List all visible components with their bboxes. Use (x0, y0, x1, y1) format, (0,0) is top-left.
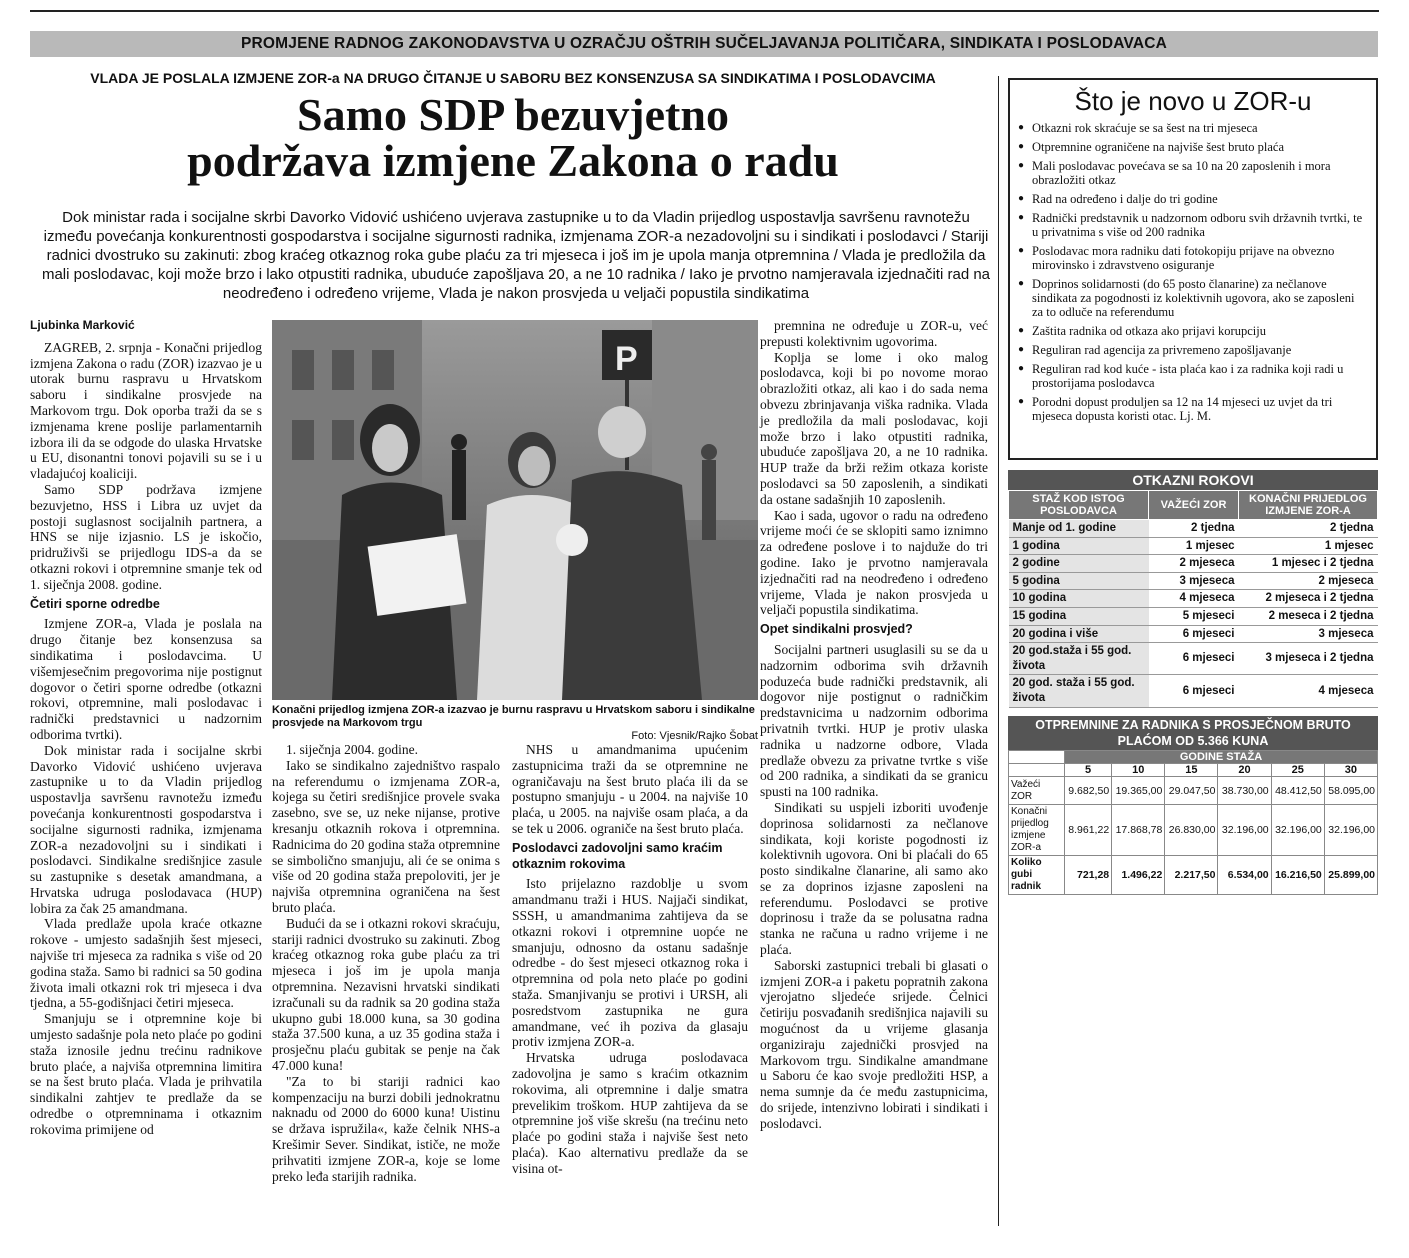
photo-credit: Foto: Vjesnik/Rajko Šobat (631, 730, 758, 742)
table-cell: 2 tjedna (1239, 520, 1378, 538)
paragraph: Socijalni partneri usuglasili su se da u nadzornim odborima svih državnih poduzeća bude radnički predstavnik, ali dogovor nije postignut o radničkim predstavnicima u nadzornim odborima privatnih tvrtki. HUP je protiv ulaska radnika u nadzorne odbore, Vlada predlaže obvezu za privatne tvrtke s više od 200 radnika, a sindikati da se granicu spusti na 100 radnika. (760, 641, 988, 800)
paragraph: Koplja se lome i oko malog poslodavca, koji bi po novome morao obrazložiti otkaz, ali kao i do sada nema obvezu zbrinjavanja viška radnika. Vlada je predložila da mali poslodavac, koji može brzo i lako otpustiti radnika, ubuduće zapošljava 20, a ne 10 radnika. HUP traže da brži režim otkaza koriste poslodavci sa 50 zaposlenih, a sindikati da ostane sadašnjih 10 zaposlenih. (760, 349, 988, 507)
table-cell: 3 mjeseca (1239, 625, 1378, 643)
list-item: ● Porodni dopust produljen sa 12 na 14 mjeseci uz uvjet da tri mjeseca dopusta koristi otac. Lj. M. (1018, 395, 1368, 423)
table-row (1009, 590, 1378, 608)
list-item: ● Otkazni rok skraćuje se sa šest na tri mjeseca (1018, 121, 1368, 135)
lead-paragraph: Dok ministar rada i socijalne skrbi Davorko Vidović ushićeno uvjerava zastupnike u to da Vladin prijedlog uspostavlja savršenu ravnotežu između povećanja konkurentnosti gospodarstva i socijalne sigurnosti radnika, izmjenama ZOR-a nezadovoljni su i sindikati i poslodavci / Stariji radnici dvostruko su zakinuti: zbog kraćeg otkaznog roka gube plaću za tri mjeseca i još im je upola manja otpremnina / Vlada je predložila da mali poslodavac, koji može brzo i lako otpustiti radnika, ubuduće zapošljava 20, a ne 10 radnika / Iako je prvotno namjeravala izjednačiti rad na neodređeno i određeno vrijeme, Vlada je nakon prosvjeda u veljači popustila sindikatima (41, 209, 991, 302)
subheading: Opet sindikalni prosvjed? (760, 622, 913, 637)
table-cell: 721,28 (1065, 856, 1112, 895)
table-cell: 48.412,50 (1271, 777, 1324, 805)
table-cell: 19.365,00 (1112, 777, 1165, 805)
row-label: Važeći ZOR (1009, 777, 1065, 805)
subheading: Poslodavci zadovoljni samo kraćim otkaznim rokovima (512, 840, 723, 871)
year-header: 15 (1165, 764, 1218, 777)
parking-sign-letter: P (615, 340, 638, 378)
table-cell: 8.961,22 (1065, 805, 1112, 856)
table-cell: 1.496,22 (1112, 856, 1165, 895)
paragraph: Kao i sada, ugovor o radu na određeno vrijeme moći će se sklopiti samo iznimno za određene poslove i to najduže do tri godine. Iako je prvotno namjeravala izjednačiti rad na neodređeno i određeno vrijeme, Vlada je nakon prosvjeda u veljači popustila sindikatima. (760, 507, 988, 618)
table-cell: 25.899,00 (1324, 856, 1377, 895)
column-header: KONAČNI PRIJEDLOG IZMJENE ZOR-A (1239, 491, 1378, 520)
article-column-3 (512, 742, 748, 1177)
table-cell: 5 mjeseci (1149, 607, 1239, 625)
table-cell: 17.868,78 (1112, 805, 1165, 856)
paragraph: ZAGREB, 2. srpnja - Konačni prijedlog izmjena Zakona o radu (ZOR) izazvao je u utorak burnu raspravu u Hrvatskom saboru i sindikalne prosvjede na Markovom trgu. Dok oporba traži da se s izmjenama krene poslije parlamentarnih izbora ili da se odgode do ulaska Hrvatske u EU, disonantni tonovi pojavili su se i u vladajućoj koaliciji. (30, 339, 262, 482)
table-cell: 38.730,00 (1218, 777, 1271, 805)
list-item: ● Rad na određeno i dalje do tri godine (1018, 192, 1368, 206)
severance-table (1008, 750, 1378, 895)
column-divider (998, 76, 999, 1226)
table-cell: 58.095,00 (1324, 777, 1377, 805)
paragraph: Dok ministar rada i socijalne skrbi Davorko Vidović ushićeno uvjerava zastupnike u to da Vladin prijedlog uspostavlja savršenu ravnotežu između povećanja konkurentnosti gospodarstva i socijalne sigurnosti radnika, izmjenama ZOR-a nezadovoljni su i sindikati i poslodavci. Sindikalne središnjice zasule su zastupnike s desetak amandmana, a Hrvatska udruga poslodavaca (HUP) lobira za čak 25 amandmana. (30, 742, 262, 916)
headline-line-1: Samo SDP bezuvjetno (297, 89, 729, 140)
headline (30, 89, 996, 186)
headline-line-2: podržava izmjene Zakona o radu (187, 135, 839, 186)
paragraph: 1. siječnja 2004. godine. (286, 742, 418, 757)
table-cell: 20 god.staža i 55 god. života (1009, 643, 1149, 675)
year-header: 25 (1271, 764, 1324, 777)
table-cell: 2 mjeseca (1149, 555, 1239, 573)
paragraph: Hrvatska udruga poslodavaca zadovoljna je samo s kraćim otkaznim rokovima, ali otpremnine i dalje smatra prevelikim troškom. HUP zahtijeva da se otpremnine još više skrešu (na trećinu neto plaće po godini staža i najviše šest neto plaća). Kao alternativu predlaže da se visina ot- (512, 1050, 748, 1176)
table-row (1009, 537, 1378, 555)
empty-header (1009, 751, 1065, 764)
caption-text: Konačni prijedlog izmjena ZOR-a izazvao je burnu raspravu u Hrvatskom saboru i sindikalne prosvjede na Markovom trgu (272, 704, 755, 729)
year-header: 30 (1324, 764, 1377, 777)
table-cell: 2 meseca i 2 tjedna (1239, 607, 1378, 625)
box-title: Što je novo u ZOR-u (1074, 86, 1312, 116)
table-row (1009, 572, 1378, 590)
table-cell: 32.196,00 (1271, 805, 1324, 856)
table-cell: 5 godina (1009, 572, 1149, 590)
column-header: STAŽ KOD ISTOG POSLODAVCA (1009, 491, 1149, 520)
table-cell: 3 mjeseca (1149, 572, 1239, 590)
list-item: ● Doprinos solidarnosti (do 65 posto članarine) za nečlanove sindikata za pogodnosti iz kolektivnih ugovora, ako se zaposleni za to odluče na referendumu (1018, 277, 1368, 319)
list-item: ● Zaštita radnika od otkaza ako prijavi korupciju (1018, 324, 1368, 338)
table-cell: 10 godina (1009, 590, 1149, 608)
paragraph: NHS u amandmanima upućenim zastupnicima traži da se otpremnine ne ograničavaju na šest bruto plaća ili da se postupno smanjuju - u 2004. na najviše 10 plaća, u 2005. na najviše osam plaća, a da se tek u 2006. ograniče na šest bruto plaća. (512, 742, 748, 836)
paragraph: Smanjuju se i otpremnine koje bi umjesto sadašnje pola neto plaće po godini staža iznosile jednu trećinu radnikove bruto plaće, a najviša otpremnina limitira se na šest bruto plaća. Vlada je prihvatila sindikalni zahtjev te predlaže da se odredbe o otpremninama i otkaznim rokovima primijene od (30, 1011, 262, 1137)
notice-periods-title: OTKAZNI ROKOVI (1008, 470, 1378, 490)
table-cell: 6 mjeseci (1149, 625, 1239, 643)
table-row (1009, 675, 1378, 707)
table-cell: 6 mjeseci (1149, 675, 1239, 707)
paragraph: Isto prijelazno razdoblje u svom amandmanu traži i HUS. Najjači sindikat, SSSH, u amandmanima zahtijeva da se otkazni rokovi i otpremnine uopće ne smanjuju, odnosno da ostanu sadašnje odredbe - do šest mjeseci otkaznog roka i otpremnina od pola neto plaće po godini staža. Smanjivanju se protivi i URSH, ali posredstvom zastupnika ne gura amandmane, već ih poziva da glasaju protiv izmjena ZOR-a. (512, 876, 748, 1050)
column-header: VAŽEĆI ZOR (1149, 491, 1239, 520)
paragraph: Vlada predlaže upola kraće otkazne rokove - umjesto sadašnjih šest mjeseci, najviše tri mjeseca za radnika s više od 20 godina staža. Samo bi radnici sa 50 godina života imali otkazni rok tri mjeseca i dva tjedna, a 55-godišnjaci četiri mjeseca. (30, 916, 262, 1011)
notice-periods-table (1008, 490, 1378, 708)
list-item: ● Otpremnine ograničene na najviše šest bruto plaća (1018, 140, 1368, 154)
year-header: 20 (1218, 764, 1271, 777)
table-cell: Manje od 1. godine (1009, 520, 1149, 538)
table-cell: 4 mjeseca (1239, 675, 1378, 707)
byline: Ljubinka Marković (30, 318, 135, 332)
paragraph: "Za to bi stariji radnici kao kompenzaciju na burzi dobili jednokratnu naknadu od 2000 do 6000 kuna! Uistinu se država ispružila«, kaže čelnik NHS-a Krešimir Sever. Sindikat, ističe, ne može prihvatiti izmjene ZOR-a, koje se lome preko leđa starijih radnika. (272, 1073, 500, 1184)
paragraph: Samo SDP podržava izmjene bezuvjetno, HSS i Libra uz uvjet da postoji suglasnost socijalnih partnera, a HNS se nije izjasnio. LS je iskočio, pridruživši se prijedlogu IDS-a da se otkazni rokovi i otpremnine smanje tek od 1. siječnja 2008. godine. (30, 481, 262, 592)
table-cell: 20 god. staža i 55 god. života (1009, 675, 1149, 707)
table-cell: 1 mjesec i 2 tjedna (1239, 555, 1378, 573)
paragraph: Budući da se i otkazni rokovi skraćuju, stariji radnici dvostruko su zakinuti. Zbog kraćeg otkaznog roka gube plaću za tri mjeseca i još im je upola manja otpremnina. Nezavisni hrvatski sindikati izračunali su da radnik sa 20 godina staža ukupno gubi 18.000 kuna, sa 30 godina staža 37.500 kuna, a uz 35 godina staža i prosječnu plaću gubitak se penje na čak 47.000 kuna! (272, 915, 500, 1073)
table-cell: 2 mjeseca (1239, 572, 1378, 590)
table-cell: 2 mjeseca i 2 tjedna (1239, 590, 1378, 608)
table-cell: 32.196,00 (1324, 805, 1377, 856)
table-row (1009, 856, 1378, 895)
paragraph: Sindikati su uspjeli izboriti uvođenje doprinosa solidarnosti za nečlanove sindikata, koji koriste pogodnosti iz kolektivnih ugovora. Oni bi plaćali do 65 posto sindikalne članarine, ali samo ako se za doprinos izjasne zaposleni na referendumu. Poslodavci se protive doprinosu i traže da se polusatna radna stanka ne računa u radno vrijeme i ne plaća. (760, 799, 988, 958)
article-column-1 (30, 318, 262, 1138)
list-item: ● Reguliran rad agencija za privremeno zapošljavanje (1018, 343, 1368, 357)
empty-header (1009, 764, 1065, 777)
whats-new-box (1008, 78, 1378, 460)
table-cell: 2 godine (1009, 555, 1149, 573)
paragraph: Iako se sindikalno zajedništvo raspalo na referendumu o izmjenama ZOR-a, kojega su četiri središnjice provele svaka zasebno, sve se, uz neke nijanse, protive kresanju otkaznih rokova i otpremnina. Radnicima do 20 godina staža otpremnine se simbolično smanjuju, ali će se onima s više od 20 godina staža prepoloviti, jer je najviša otpremnina ograničena na šest bruto plaća. (272, 757, 500, 915)
list-item: ● Reguliran rad kod kuće - ista plaća kao i za radnika koji radi u prostorijama poslodavca (1018, 362, 1368, 390)
table-cell: 1 mjesec (1149, 537, 1239, 555)
table-cell: 6.534,00 (1218, 856, 1271, 895)
table-row (1009, 520, 1378, 538)
table-cell: 15 godina (1009, 607, 1149, 625)
article-column-4 (760, 318, 988, 1132)
table-cell: 4 mjeseca (1149, 590, 1239, 608)
paragraph: Saborski zastupnici trebali bi glasati o izmjeni ZOR-a i paketu popratnih zakona vjerojatno sljedeće srijede. Čelnici četiriju posvađanih središnjica najavili su mogućnost da u vrijeme glasanja organiziraju zajednički prosvjed na Markovom trgu. Sindikalne amandmane u Saboru će kao svoje predložiti HSP, a nema sumnje da će među zastupnicima, do srijede, intenzivno lobirati i sindikati i poslodavci. (760, 957, 988, 1131)
subheading: Četiri sporne odredbe (30, 596, 160, 611)
table-cell: 3 mjeseca i 2 tjedna (1239, 643, 1378, 675)
list-item: ● Radnički predstavnik u nadzornom odboru svih državnih tvrtki, te u privatnima s više od 200 radnika (1018, 211, 1368, 239)
table-cell: 16.216,50 (1271, 856, 1324, 895)
year-header: 10 (1112, 764, 1165, 777)
table-row (1009, 777, 1378, 805)
table-row (1009, 805, 1378, 856)
table-row (1009, 607, 1378, 625)
year-header: 5 (1065, 764, 1112, 777)
table-cell: 2.217,50 (1165, 856, 1218, 895)
paragraph: premnina ne određuje u ZOR-u, već prepusti kolektivnim ugovorima. (760, 318, 988, 349)
section-banner: PROMJENE RADNOG ZAKONODAVSTVA U OZRAČJU OŠTRIH SUČELJAVANJA POLITIČARA, SINDIKATA I POSLODAVACA (30, 31, 1378, 57)
table-row (1009, 643, 1378, 675)
table-cell: 2 tjedna (1149, 520, 1239, 538)
whats-new-list (1018, 121, 1368, 423)
row-label: Koliko gubi radnik (1009, 856, 1065, 895)
photo-caption (272, 704, 758, 743)
top-rule (30, 10, 1379, 12)
news-photo (272, 320, 758, 700)
severance-table-title: OTPREMNINE ZA RADNIKA S PROSJEČNOM BRUTO PLAĆOM OD 5.366 KUNA (1008, 716, 1378, 750)
table-cell: 6 mjeseci (1149, 643, 1239, 675)
list-item: ● Mali poslodavac povećava se sa 10 na 20 zaposlenih i mora obrazložiti otkaz (1018, 159, 1368, 187)
table-row (1009, 555, 1378, 573)
group-header: GODINE STAŽA (1065, 751, 1378, 764)
table-cell: 9.682,50 (1065, 777, 1112, 805)
table-cell: 1 godina (1009, 537, 1149, 555)
table-cell: 20 godina i više (1009, 625, 1149, 643)
table-cell: 26.830,00 (1165, 805, 1218, 856)
paragraph: Izmjene ZOR-a, Vlada je poslala na drugo čitanje bez konsenzusa sa sindikatima i poslodavcima. U višemjesečnim pregovorima nije postignut dogovor o četiri sporne odredbe (otkazni rokovi, otpremnine, mali poslodavac i radnički predstavnici u nadzornim odborima tvrtki). (30, 616, 262, 742)
list-item: ● Poslodavac mora radniku dati fotokopiju prijave na obvezno mirovinsko i zdravstveno osiguranje (1018, 244, 1368, 272)
table-row (1009, 625, 1378, 643)
row-label: Konačni prijedlog izmjene ZOR-a (1009, 805, 1065, 856)
table-cell: 29.047,50 (1165, 777, 1218, 805)
kicker: VLADA JE POSLALA IZMJENE ZOR-a NA DRUGO ČITANJE U SABORU BEZ KONSENZUSA SA SINDIKATIMA I POSLODAVCIMA (90, 70, 936, 86)
table-cell: 1 mjesec (1239, 537, 1378, 555)
table-cell: 32.196,00 (1218, 805, 1271, 856)
article-column-2 (272, 742, 500, 1184)
